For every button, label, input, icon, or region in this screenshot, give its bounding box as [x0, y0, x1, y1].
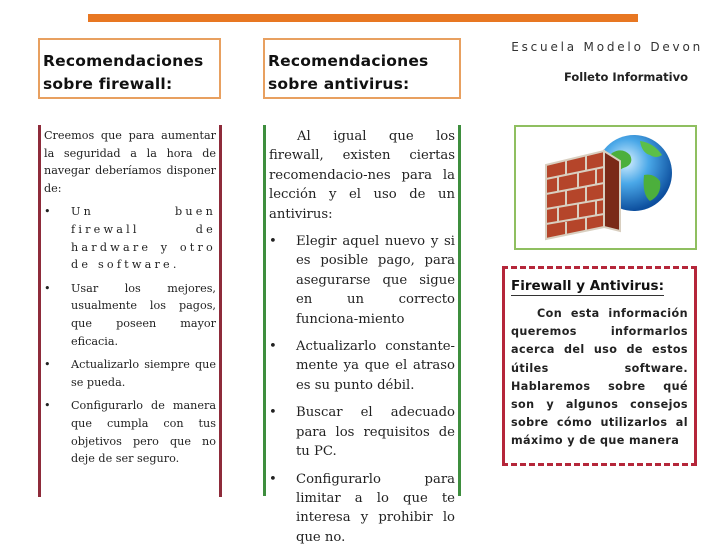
firewall-image-frame	[514, 125, 697, 250]
brochure-subtitle: Folleto Informativo	[564, 70, 688, 84]
list-item: • Actualizarlo constante-mente ya que el atraso es su punto débil.	[269, 337, 455, 395]
firewall-intro: Creemos que para aumentar la seguridad a la hora de navegar deberíamos disponer de:	[44, 127, 216, 197]
list-item: • Usar los mejores, usualmente los pagos, que poseen mayor eficacia.	[44, 280, 216, 350]
list-item: • Actualizarlo siempre que se pueda.	[44, 356, 216, 391]
antivirus-recommendations-column	[263, 125, 461, 496]
list-item: • Elegir aquel nuevo y si es posible pago, para asegurarse que sigue en un correcto funciona-miento	[269, 232, 455, 329]
list-item: • Un buen firewall de hardware y otro de software.	[44, 203, 216, 273]
list-item: • Configurarlo para limitar a lo que te interesa y prohibir lo que no.	[269, 470, 455, 547]
info-body: Con esta información queremos informarlos acerca del uso de estos útiles software. Hablaremos sobre qué son y algunos consejos sobre cómo utilizarlos al máximo y de que manera	[511, 305, 688, 451]
info-title: Firewall y Antivirus:	[511, 277, 664, 296]
info-box	[502, 266, 697, 466]
antivirus-recommendations-title: Recomendaciones sobre antivirus:	[263, 38, 461, 99]
firewall-recommendations-column	[38, 125, 222, 497]
list-item: • Buscar el adecuado para los requisitos de tu PC.	[269, 403, 455, 461]
list-item: • Configurarlo de manera que cumpla con tus objetivos pero que no deje de ser seguro.	[44, 397, 216, 467]
firewall-recommendations-title: Recomendaciones sobre firewall:	[38, 38, 221, 99]
antivirus-intro: Al igual que los firewall, existen ciertas recomendacio-nes para la lección y el uso de un antivirus:	[269, 127, 455, 224]
school-name: Escuela Modelo Devon	[511, 40, 703, 54]
top-accent-bar	[88, 14, 638, 22]
firewall-globe-icon	[516, 127, 695, 248]
